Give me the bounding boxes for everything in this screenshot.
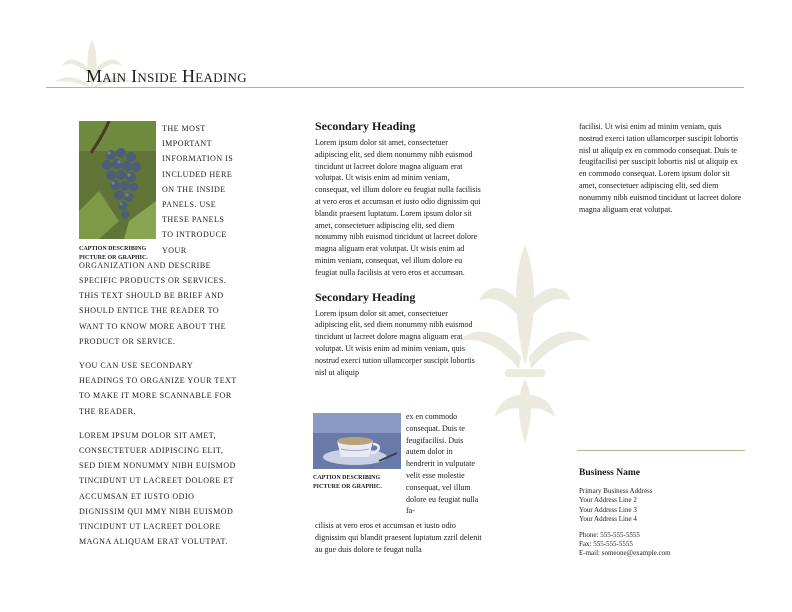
address-line: Your Address Line 2 — [579, 496, 637, 505]
business-contact — [579, 531, 747, 559]
email-line: E-mail: someone@example.com — [579, 549, 671, 558]
address-line: Your Address Line 4 — [579, 515, 637, 524]
fax-line: Fax: 555-555-5555 — [579, 540, 633, 549]
coffee-caption: CAPTION DESCRIBING PICTURE OR GRAPHIC. — [313, 475, 382, 490]
secondary-heading-1: Secondary Heading — [315, 119, 416, 133]
business-info — [579, 468, 747, 559]
body-text-1: Lorem ipsum dolor sit amet, consectetuer adipiscing elit, sed diem nonummy nibh euismod tincidunt ut lacreet dolore magna aliguam erat volutpat. Ut wisis enim ad minim veniam, consequat, vel illum dolore eu feugiat nulla facilisis at vero eros et accumsan et iusto odio dignissim qui blandit praesent luptatum. Lorem ipsum dolor sit amet, consectetuer adipiscing elit, sed diem nonummy nibh euismod tincidunt ut lacreet dolore magna aliguam erat volutpat. Ut wisis enim ad minim veniam, consequat, vel illum dolore eu feugiat nulla facilisis at vero eros et accumsan. — [315, 138, 481, 277]
business-divider — [577, 450, 745, 451]
address-line: Primary Business Address — [579, 487, 653, 495]
secondary-headings-paragraph: YOU CAN USE SECONDARY HEADINGS TO ORGANIZE YOUR TEXT TO MAKE IT MORE SCANNABLE FOR THE READER. — [79, 361, 237, 416]
main-heading: Main Inside Heading — [86, 66, 247, 86]
intro-paragraph: THE MOST IMPORTANT INFORMATION IS INCLUDED HERE ON THE INSIDE PANELS. USE THESE PANELS TO INTRODUCE YOUR ORGANIZATION AND DESCRIBE SPECIFIC PRODUCTS OR SERVICES. THIS TEXT SHOULD BE BRIEF AND SHOULD ENTICE THE READER TO WANT TO KNOW MORE ABOUT THE PRODUCT OR SERVICE. — [79, 124, 234, 346]
header-divider — [46, 87, 744, 88]
right-panel — [579, 121, 746, 225]
business-address — [579, 487, 747, 525]
wrapped-body-text: ex en commodo consequat. Duis te feugifacilisi. Duis autem dolor in hendrerit in vulputate velit esse molestie consequat, vel illum dolore eu feugiat nulla fa- — [406, 412, 479, 516]
grapes-caption: CAPTION DESCRIBING PICTURE OR GRAPHIC. — [79, 246, 148, 261]
middle-panel — [315, 118, 482, 388]
body-text-2: Lorem ipsum dolor sit amet, consectetuer adipiscing elit, sed diem nonummy nibh euismod tincidunt ut lacreet dolore magna aliguam erat volutpat. Ut wisis enim ad minim veniam, quis nostrud exerci tution ullamcorper suscipit lobortis nisl ut aliquip — [315, 308, 475, 377]
left-panel — [79, 121, 237, 558]
tail-body-text: cilisis at vero eros et accumsan et iusto odio dignissim qui blandit praesent luptatum zzril delenit au gue duis dolore te feugat nulla — [315, 521, 482, 554]
address-line: Your Address Line 3 — [579, 505, 637, 514]
right-body-text: facilisi. Ut wisi enim ad minim veniam, quis nostrud exerci tation ullamcorper suscipit lobortis nisl ut aliquip ex en commodo consequat. Duis te feugifacilisi per suscipit lobortis nisl ut aliquip ex en commodo consequat. Lorem ipsum dolor sit amet, consectetuer adipiscing elit, sed diem nonummy nibh euismod tincidunt ut lacreet dolore magna aliguam erat volutpat. — [579, 122, 742, 214]
coffee-cup-photo — [313, 413, 401, 469]
phone-line: Phone: 555-555-5555 — [579, 530, 640, 539]
grapes-photo — [79, 121, 156, 239]
business-name: Business Name — [579, 468, 640, 478]
lorem-paragraph: LOREM IPSUM DOLOR SIT AMET, CONSECTETUER ADIPISCING ELIT, SED DIEM NONUMMY NIBH EUISMOD TINCIDUNT UT LACREET DOLORE ET ACCUMSAN ET IUSTO ODIO DIGNISSIM QUI MMY NIBH EUISMOD TINCIDUNT UT LACREET DOLORE MAGNA ALIQUAM ERAT VOLUTPAT. — [79, 430, 236, 547]
secondary-heading-2: Secondary Heading — [315, 289, 416, 304]
